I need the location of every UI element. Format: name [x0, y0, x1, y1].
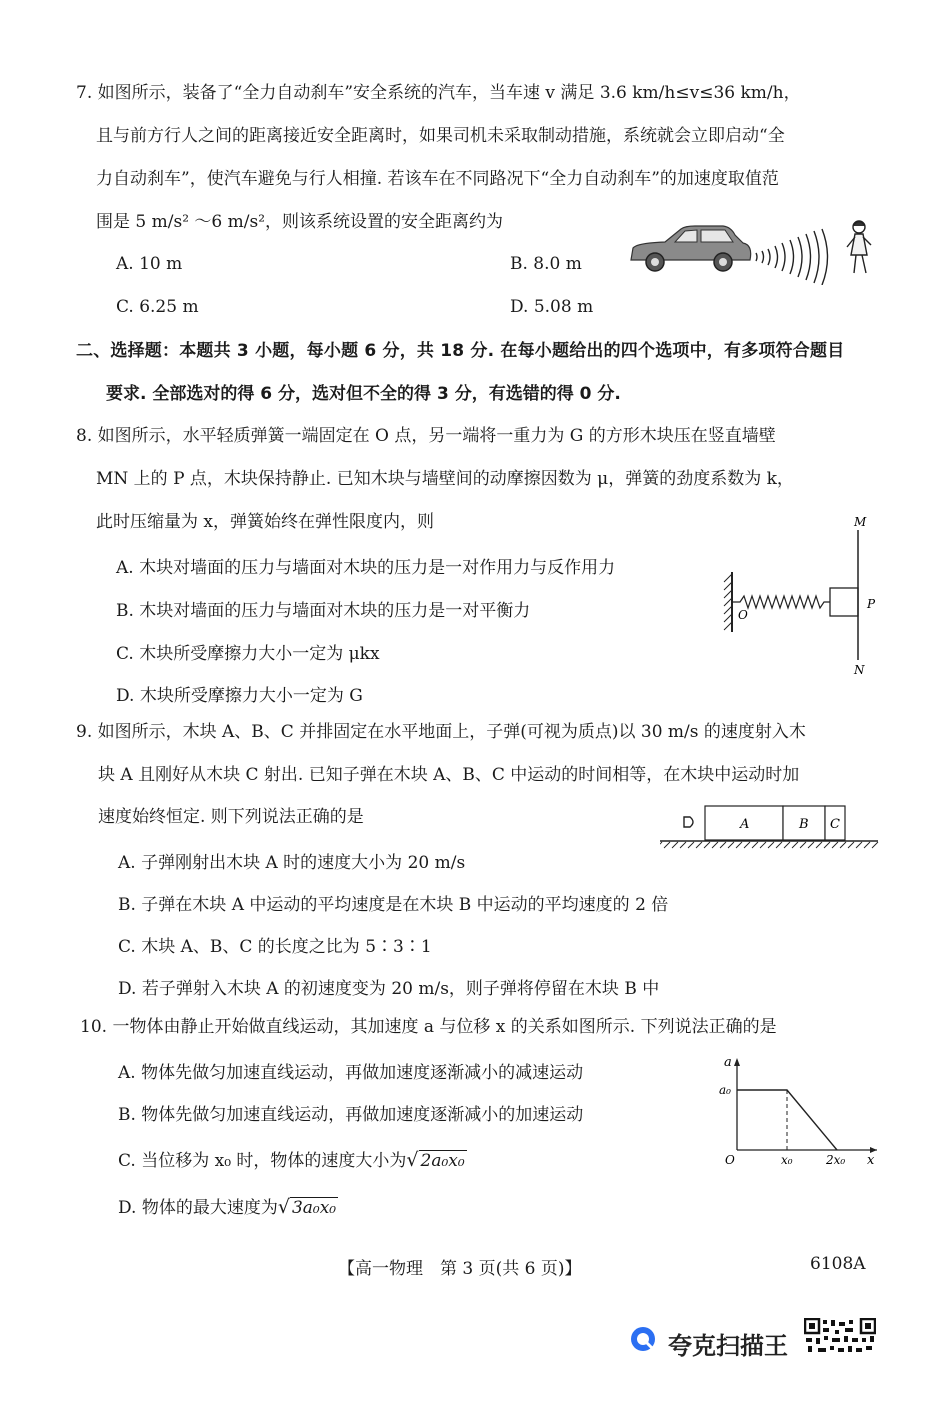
q8-option-c: C. 木块所受摩擦力大小一定为 μkx [116, 644, 380, 664]
label-o: O [738, 608, 748, 622]
sqrt-sign: √ [277, 1196, 290, 1218]
q7-line2: 且与前方行人之间的距离接近安全距离时，如果司机未采取制动措施，系统就会立即启动“全 [96, 126, 785, 146]
graph-label-origin: O [725, 1153, 735, 1167]
q8-option-d: D. 木块所受摩擦力大小一定为 G [116, 686, 363, 706]
q10-option-c-radicand: 2a₀x₀ [420, 1151, 465, 1171]
q10-line1: 10. 一物体由静止开始做直线运动，其加速度 a 与位移 x 的关系如图所示. 下列说法正确的是 [80, 1017, 777, 1037]
bullet-icon [684, 817, 693, 827]
q9-option-b: B. 子弹在木块 A 中运动的平均速度是在木块 B 中运动的平均速度的 2 倍 [118, 895, 669, 915]
q7-option-d: D. 5.08 m [510, 297, 594, 317]
q8-line2: MN 上的 P 点，木块保持静止. 已知木块与墙壁间的动摩擦因数为 μ，弹簧的劲度系数为 k， [96, 469, 794, 489]
q9-option-d: D. 若子弹射入木块 A 的初速度变为 20 m/s，则子弹将停留在木块 B 中 [118, 979, 660, 999]
blocks-figure [660, 800, 880, 852]
label-p: P [867, 597, 876, 611]
q7-option-c: C. 6.25 m [116, 297, 199, 317]
section2-line2: 要求. 全部选对的得 6 分，选对但不全的得 3 分，有选错的得 0 分. [106, 384, 621, 404]
q10-option-b: B. 物体先做匀加速直线运动，再做加速度逐渐减小的加速运动 [118, 1105, 584, 1125]
q9-option-a: A. 子弹刚射出木块 A 时的速度大小为 20 m/s [118, 853, 466, 873]
acceleration-displacement-graph [715, 1050, 885, 1170]
graph-label-2x0: 2x₀ [826, 1153, 846, 1167]
section2-line1: 二、选择题：本题共 3 小题，每小题 6 分，共 18 分. 在每小题给出的四个选项中，有多项符合题目 [76, 341, 845, 361]
graph-label-x0: x₀ [781, 1153, 793, 1167]
label-b: B [799, 817, 809, 832]
q10-option-d [118, 1193, 338, 1218]
q7-line4: 围是 5 m/s² ～6 m/s²，则该系统设置的安全距离约为 [96, 212, 504, 232]
page-footer-title: 【高一物理 第 3 页(共 6 页)】 [338, 1259, 582, 1279]
spring-icon [732, 596, 830, 608]
q9-option-c: C. 木块 A、B、C 的长度之比为 5∶3∶1 [118, 937, 432, 957]
graph-label-x: x [867, 1153, 875, 1168]
label-c: C [830, 817, 840, 832]
sqrt-sign: √ [406, 1149, 419, 1171]
graph-label-a: a [724, 1055, 732, 1070]
wooden-block [830, 588, 858, 616]
pedestrian-icon [847, 221, 871, 273]
q8-line1: 8. 如图所示，水平轻质弹簧一端固定在 O 点，另一端将一重力为 G 的方形木块压在竖直墙壁 [76, 426, 776, 446]
q7-option-b: B. 8.0 m [510, 254, 582, 274]
label-n: N [854, 663, 865, 677]
qr-code-icon [804, 1318, 876, 1354]
q10-option-c [118, 1146, 467, 1171]
q8-option-a: A. 木块对墙面的压力与墙面对木块的压力是一对作用力与反作用力 [116, 558, 616, 578]
q8-option-b: B. 木块对墙面的压力与墙面对木块的压力是一对平衡力 [116, 601, 531, 621]
car-pedestrian-figure [625, 215, 885, 285]
q10-option-a: A. 物体先做匀加速直线运动，再做加速度逐渐减小的减速运动 [118, 1063, 584, 1083]
q9-line2: 块 A 且刚好从木块 C 射出. 已知子弹在木块 A、B、C 中运动的时间相等，在木块中运动时加 [98, 765, 800, 785]
watermark-brand: 夸克扫描王 [668, 1332, 788, 1360]
q8-line3: 此时压缩量为 x，弹簧始终在弹性限度内，则 [96, 512, 434, 532]
label-m: M [854, 515, 867, 529]
q10-option-d-text: D. 物体的最大速度为 [118, 1198, 278, 1218]
car-icon [631, 226, 751, 271]
q9-line3: 速度始终恒定. 则下列说法正确的是 [98, 807, 364, 827]
q7-line3: 力自动刹车”，使汽车避免与行人相撞. 若该车在不同路况下“全力自动刹车”的加速度取值范 [96, 169, 779, 189]
q9-line1: 9. 如图所示，木块 A、B、C 并排固定在水平地面上，子弹(可视为质点)以 30 m/s 的速度射入木 [76, 722, 806, 742]
q7-line1: 7. 如图所示，装备了“全力自动刹车”安全系统的汽车，当车速 v 满足 3.6 km/h≤v≤36 km/h， [76, 83, 801, 103]
spring-wall-figure [720, 512, 890, 682]
label-a: A [740, 817, 750, 832]
scanner-logo-icon [628, 1323, 660, 1355]
q7-option-a: A. 10 m [116, 254, 183, 274]
sensor-wave-icon [756, 229, 828, 285]
q10-option-d-radicand: 3a₀x₀ [291, 1198, 337, 1218]
graph-label-a0: a₀ [719, 1083, 731, 1097]
q10-option-c-text: C. 当位移为 x₀ 时，物体的速度大小为 [118, 1151, 407, 1171]
page-footer-code: 6108A [810, 1254, 866, 1274]
